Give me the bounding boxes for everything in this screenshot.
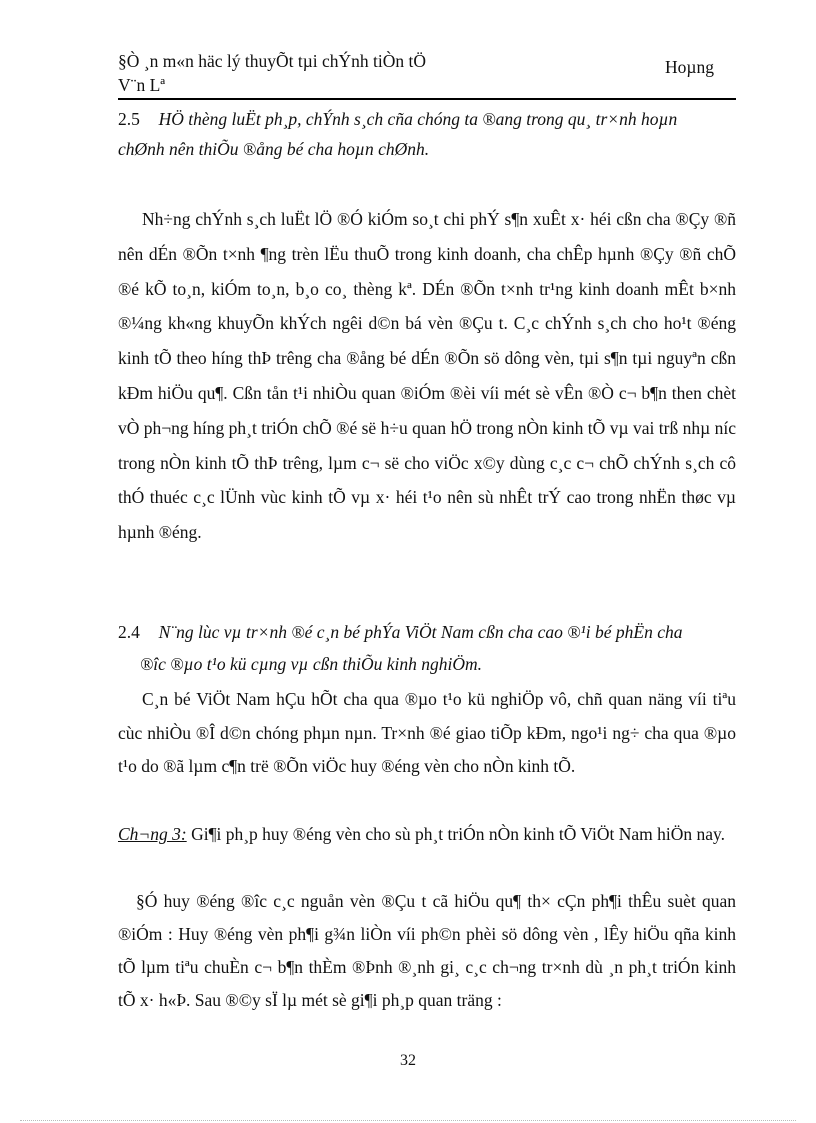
section-number: 2.4 [118,622,140,642]
header-rule [118,98,736,100]
section-heading-text-continued: chØnh nên thiÕu ®ång bé cha hoµn chØnh. [118,139,430,159]
chapter-body-paragraph: §Ó huy ®éng ®îc c¸c nguån vèn ®Çu t cã hiÖu qu¶ th× cÇn ph¶i thÊu suèt quan ®iÓm : Huy ®éng vèn ph¶i g¾n liÒn víi ph©n phèi sö dông vèn , lÊy hiÖu qña kinh tÕ lµm tiªu chuÈn c¬ b¶n thÈm ®Þnh ®¸nh gi¸ c¸c ch¬ng tr×nh dù ¸n ph¸t triÓn kinh tÕ x· h«Þ. Sau ®©y sÏ lµ mét sè gi¶i ph¸p quan träng : [118,891,736,1010]
section-heading-2-5 [118,104,736,164]
section-number: 2.5 [118,109,140,129]
page-bottom-border [20,1120,796,1121]
page-number: 32 [400,1052,416,1069]
chapter-label: Ch¬ng 3: [118,824,187,844]
header-author: Hoµng [665,57,714,77]
section-body-paragraph: C¸n bé ViÖt Nam hÇu hÕt cha qua ®µo t¹o kü nghiÖp vô, chñ quan näng víi tiªu cùc nhiÒu ®Î d©n chóng phµn nµn. Tr×nh ®é giao tiÕp kÐm, ngo¹i ng÷ cha qua ®µo t¹o do ®ã lµm c¶n trë ®Õn viÖc huy ®éng vèn cho nÒn kinh tÕ. [118,689,736,776]
chapter-title: Gi¶i ph¸p huy ®éng vèn cho sù ph¸t triÓn nÒn kinh tÕ ViÖt Nam hiÖn nay. [186,824,726,844]
section-heading-text: N¨ng lùc vµ tr×nh ®é c¸n bé phÝa ViÖt Nam cßn cha cao ®¹i bé phËn cha [158,622,683,642]
section-heading-text: HÖ thèng luËt ph¸p, chÝnh s¸ch cña chóng ta ®ang trong qu¸ tr×nh hoµn [158,109,678,129]
section-body-paragraph: Nh÷ng chÝnh s¸ch luËt lÖ ®Ó kiÓm so¸t chi phÝ s¶n xuÊt x· héi cßn cha ®Çy ®ñ nên dÉn ®Õn t×nh ¶ng trèn lËu thuÕ trong kinh doanh, cha chÊp hµnh ®Çy ®ñ chÕ ®é kÕ to¸n, kiÓm to¸n, b¸o co¸ thèng kª. DÉn ®Õn t×nh tr¹ng kinh doanh mÊt b×nh ®¼ng kh«ng khuyÕn khÝch ngêi d©n bá vèn ®Çu t. C¸c chÝnh s¸ch cho ho¹t ®éng kinh tÕ theo híng thÞ trêng cha ®ång bé dÉn ®Õn sö dông vèn, tµi s¶n tµi nguyªn cßn kÐm hiÖu qu¶. Cßn tån t¹i nhiÒu quan ®iÓm ®èi víi mét sè vÊn ®Ò c¬ b¶n then chèt vÒ ph¬ng híng ph¸t triÓn chÕ ®é së h÷u quan hÖ trong nÒn kinh tÕ vµ vai trß nhµ níc trong nÒn kinh tÕ thÞ trêng, lµm c¬ së cho viÖc x©y dùng c¸c c¬ chÕ chÝnh s¸ch cô thÓ thuéc c¸c lÜnh vùc kinh tÕ vµ x· héi t¹o nên sù nhÊt trÝ cao trong nhËn thøc vµ hµnh ®éng. [118,209,736,543]
section-heading-2-4 [118,616,736,680]
chapter-heading [118,819,736,851]
header-title: §Ò ¸n m«n häc lý thuyÕt tµi chÝnh tiÒn tÖ [118,51,427,71]
header-title-continued: V¨n Lª [118,75,166,95]
section-heading-text-continued: ®îc ®µo t¹o kü cµng vµ cßn thiÕu kinh nghiÖm. [140,654,483,674]
